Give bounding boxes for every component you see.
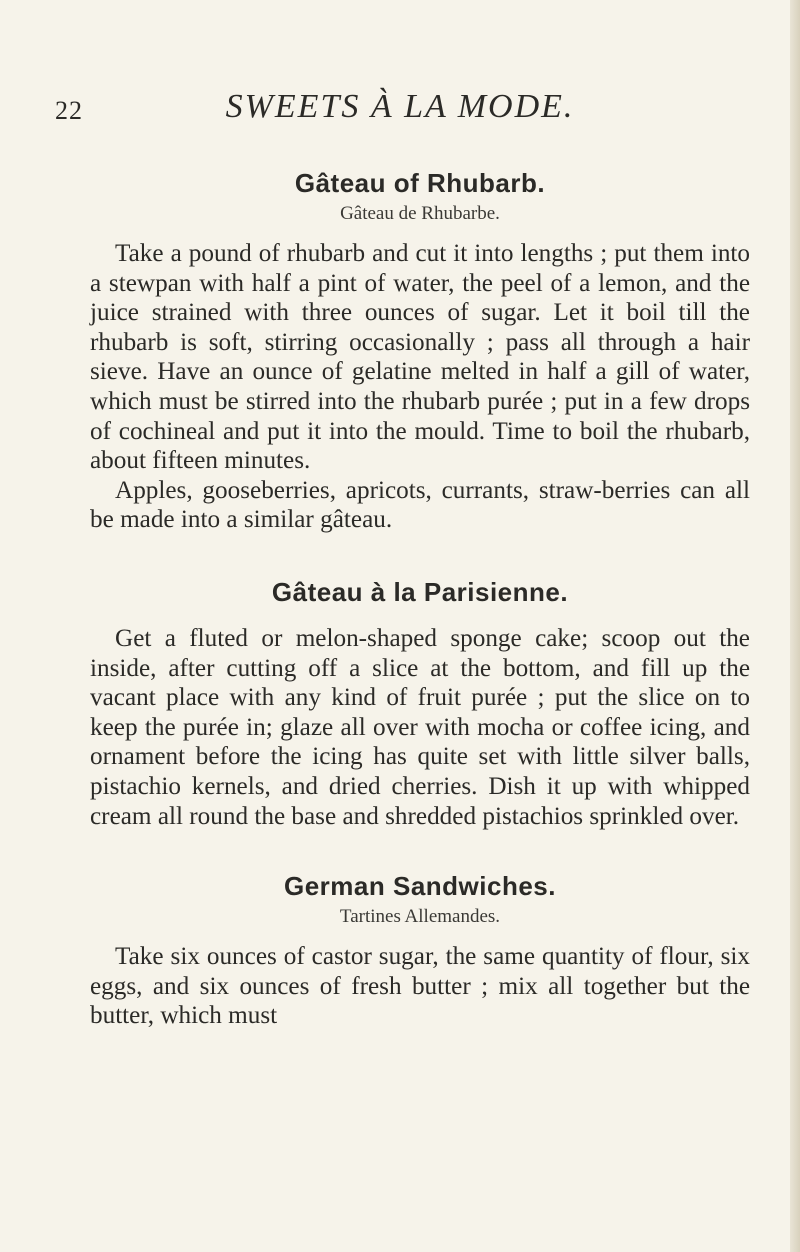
page-content: [90, 168, 750, 1031]
paragraph: Take six ounces of castor sugar, the same quantity of flour, six eggs, and six ounces of fresh butter ; mix all together but the butter, which must: [90, 943, 750, 1030]
recipe-german-sandwiches: [90, 871, 750, 1031]
recipe-subtitle: Gâteau de Rhubarbe.: [340, 203, 500, 224]
recipe-title: Gâteau of Rhubarb.: [294, 168, 546, 198]
paragraph: Take a pound of rhubarb and cut it into lengths ; put them into a stewpan with half a pint of water, the peel of a lemon, and the juice strained with three ounces of sugar. Let it boil till the rhubarb is soft, stirring occasionally ; pass all through a hair sieve. Have an ounce of gelatine melted in half a gill of water, which must be stirred into the rhubarb purée ; put in a few drops of cochineal and put it into the mould. Time to boil the rhubarb, about fifteen minutes.: [90, 240, 750, 475]
recipe-title: Gâteau à la Parisienne.: [271, 576, 569, 607]
paragraph: Apples, gooseberries, apricots, currants, straw-berries can all be made into a similar gâteau.: [90, 476, 750, 534]
page-edge: [790, 0, 800, 1252]
recipe-gateau-of-rhubarb: [90, 168, 750, 535]
running-head: [0, 88, 800, 128]
recipe-text: [90, 942, 750, 1031]
recipe-gateau-a-la-parisienne: [90, 577, 750, 831]
recipe-text: [90, 239, 750, 535]
recipe-subtitle: Tartines Allemandes.: [339, 906, 501, 928]
recipe-text: [90, 624, 750, 831]
paragraph: Get a fluted or melon-shaped sponge cake; scoop out the inside, after cutting off a slice at the bottom, and fill up the vacant place with any kind of fruit purée ; put the slice on to keep the purée in; glaze all over with mocha or coffee icing, and ornament before the icing has quite set with little silver balls, pistachio kernels, and dried cherries. Dish it up with whipped cream all round the base and shredded pistachios sprinkled over.: [90, 624, 750, 830]
recipe-title: German Sandwiches.: [284, 871, 556, 902]
page-number: 22: [55, 96, 83, 125]
book-title: SWEETS À LA MODE.: [225, 88, 575, 125]
